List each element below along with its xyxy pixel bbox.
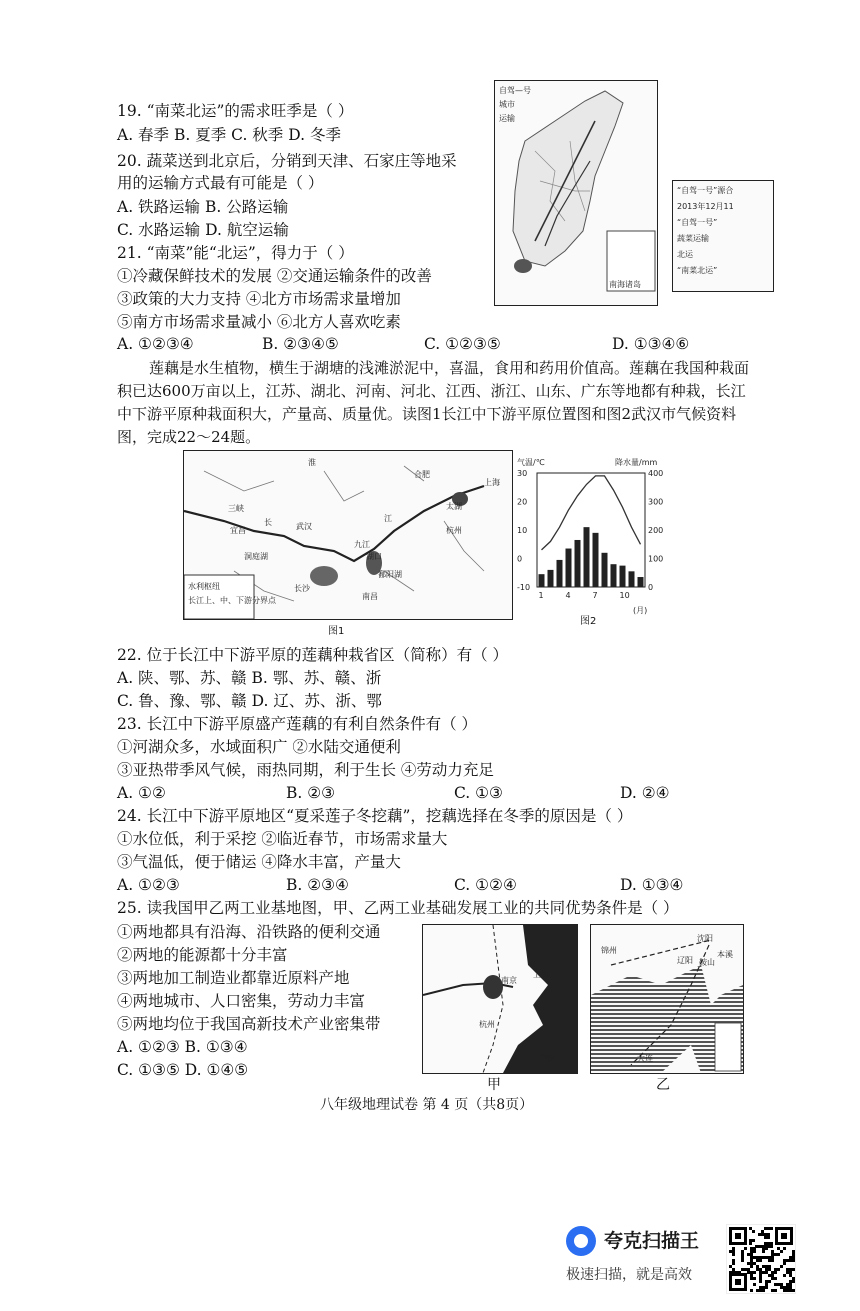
qr-module: [786, 1268, 789, 1271]
qr-module: [750, 1259, 753, 1262]
y-right-tick: 300: [648, 497, 664, 507]
legend-dam: 水利枢纽: [188, 582, 220, 591]
qr-module: [732, 1250, 735, 1253]
page-footer: 八年级地理试卷 第 4 页（共8页）: [320, 1097, 534, 1113]
q24-choice-row1: ①水位低，利于采挖 ②临近春节，市场需求量大: [117, 830, 448, 848]
q22-options-row1: A. 陕、鄂、苏、赣 B. 鄂、苏、赣、浙: [117, 669, 382, 687]
qr-module: [774, 1283, 777, 1286]
qr-module: [792, 1253, 795, 1256]
q25-stem: 25. 读我国甲乙两工业基地图，甲、乙两工业基础发展工业的共同优势条件是（ ）: [117, 899, 679, 917]
logo-inner-circle: [574, 1234, 588, 1248]
yi-place-jinzhou: 锦州: [601, 946, 617, 955]
q23-option-b: B. ②③: [286, 784, 336, 802]
qr-module: [789, 1280, 792, 1283]
qr-module: [747, 1253, 750, 1256]
map-yi-graphic: [591, 925, 743, 1073]
qr-module: [747, 1262, 750, 1265]
precip-bar: [593, 533, 599, 587]
qr-module: [767, 1227, 770, 1230]
qr-module: [749, 1242, 752, 1245]
fig2-climate-chart: [515, 455, 670, 615]
q21-choice-row2: ③政策的大力支持 ④北方市场需求量增加: [117, 290, 401, 308]
q21-option-b: B. ②③④⑤: [262, 335, 339, 353]
qr-module: [759, 1271, 762, 1274]
place-jiujiang: 九江: [354, 540, 370, 549]
precip-bar: [548, 570, 554, 587]
note-line-1: “自驾一号”源合: [677, 186, 734, 195]
qr-module: [756, 1268, 759, 1271]
qr-module: [735, 1271, 738, 1274]
map-jia-graphic: [423, 925, 577, 1073]
climate-chart-svg: [515, 455, 670, 615]
qr-module: [789, 1289, 792, 1292]
q20-stem-line1: 20. 蔬菜送到北京后，分销到天津、石家庄等地采: [117, 152, 457, 170]
qr-module: [771, 1289, 774, 1292]
qr-module: [732, 1253, 735, 1256]
place-poyang-lake: 鄱阳湖: [378, 570, 402, 579]
q24-stem: 24. 长江中下游平原地区“夏采莲子冬挖藕”，挖藕选择在冬季的原因是（ ）: [117, 807, 633, 825]
fig2-caption: 图2: [580, 616, 597, 627]
q24-choice-row2: ③气温低，便于储运 ④降水丰富，产量大: [117, 853, 401, 871]
qr-module: [768, 1259, 771, 1262]
qr-module: [744, 1268, 747, 1271]
qr-module: [729, 1271, 732, 1274]
x-axis-unit-label: (月): [633, 606, 648, 615]
map-note-box: [672, 180, 774, 292]
qr-module: [789, 1256, 792, 1259]
qr-module: [764, 1227, 767, 1230]
qr-module: [750, 1256, 753, 1259]
qr-module: [767, 1233, 770, 1236]
qr-module: [765, 1268, 768, 1271]
fig1-map-graphic: [184, 451, 512, 619]
qr-module: [792, 1280, 795, 1283]
qr-module: [764, 1233, 767, 1236]
qr-module: [789, 1283, 792, 1286]
q23-choice-row1: ①河湖众多，水域面积广 ②水陆交通便利: [117, 738, 401, 756]
qr-module: [755, 1245, 758, 1248]
qr-module: [759, 1259, 762, 1262]
place-changsha: 长沙: [294, 584, 310, 593]
qr-module: [774, 1289, 777, 1292]
map-yi-label: 乙: [656, 1077, 670, 1093]
qr-module: [750, 1250, 753, 1253]
qr-module: [762, 1250, 765, 1253]
qr-module: [750, 1277, 753, 1280]
jia-place-shanghai: 上海: [533, 970, 549, 979]
qr-module: [732, 1259, 735, 1262]
y-left-tick: 30: [517, 469, 528, 478]
qr-module: [753, 1262, 756, 1265]
qr-module: [761, 1245, 764, 1248]
qr-module: [783, 1274, 786, 1277]
q24-option-a: A. ①②③: [117, 876, 180, 894]
qr-module: [747, 1268, 750, 1271]
qr-module: [792, 1277, 795, 1280]
qr-module: [770, 1245, 773, 1248]
qr-module: [771, 1274, 774, 1277]
qr-module: [732, 1271, 735, 1274]
map-legend-3: 运输: [499, 114, 515, 123]
q19-options: A. 春季 B. 夏季 C. 秋季 D. 冬季: [117, 126, 341, 144]
place-taihu: 太湖: [446, 502, 462, 511]
qr-module: [741, 1253, 744, 1256]
qr-module: [762, 1265, 765, 1268]
yi-place-benxi: 本溪: [717, 950, 733, 959]
qr-module: [732, 1268, 735, 1271]
note-line-4: 蔬菜运输: [677, 234, 709, 243]
qr-module: [783, 1289, 786, 1292]
q23-choice-row2: ③亚热带季风气候，雨热同期，利于生长 ④劳动力充足: [117, 761, 494, 779]
qr-module: [761, 1230, 764, 1233]
jia-place-hangzhou: 杭州: [479, 1020, 495, 1029]
qr-code: [726, 1224, 796, 1294]
china-map-graphic: [495, 81, 657, 305]
qr-module: [777, 1283, 780, 1286]
q21-option-a: A. ①②③④: [117, 335, 194, 353]
y-right-tick: 400: [648, 469, 664, 478]
q24-option-b: B. ②③④: [286, 876, 349, 894]
qr-module: [759, 1256, 762, 1259]
qr-module: [750, 1247, 753, 1250]
qr-module: [732, 1262, 735, 1265]
qr-module: [768, 1265, 771, 1268]
precip-bar: [557, 560, 563, 587]
qr-module: [777, 1247, 780, 1250]
y-right-tick: 0: [648, 583, 654, 592]
y-left-tick: -10: [517, 583, 531, 592]
q25-choice-row2: ②两地的能源都十分丰富: [117, 946, 288, 964]
qr-module: [759, 1268, 762, 1271]
label-huai: 淮: [308, 458, 316, 467]
qr-code-graphic: [727, 1225, 795, 1293]
y-right-tick: 200: [648, 526, 664, 535]
qr-module: [749, 1239, 752, 1242]
qr-module: [774, 1277, 777, 1280]
yi-place-anshan: 鞍山: [699, 958, 715, 967]
qr-module: [750, 1289, 753, 1292]
place-nanchang: 南昌: [362, 592, 378, 601]
precip-bar: [620, 566, 626, 587]
qr-module: [771, 1277, 774, 1280]
qr-module: [750, 1265, 753, 1268]
qr-module: [780, 1283, 783, 1286]
place-yichang: 宜昌: [230, 526, 246, 535]
qr-module: [771, 1259, 774, 1262]
qr-module: [762, 1286, 765, 1289]
qr-module: [758, 1233, 761, 1236]
qr-module: [756, 1289, 759, 1292]
qr-module: [753, 1256, 756, 1259]
qr-module: [765, 1271, 768, 1274]
qr-module: [768, 1268, 771, 1271]
qr-module: [792, 1256, 795, 1259]
qr-module: [777, 1253, 780, 1256]
qr-module: [792, 1250, 795, 1253]
qr-module: [750, 1271, 753, 1274]
q25-options-row1: A. ①②③ B. ①③④: [117, 1038, 248, 1056]
qr-module: [753, 1250, 756, 1253]
legend-divider: 长江上、中、下游分界点: [188, 596, 276, 605]
map-legend-2: 城市: [499, 100, 515, 109]
y-left-axis-label: 气温/℃: [517, 458, 545, 467]
qr-module: [761, 1233, 764, 1236]
q24-option-c: C. ①②④: [454, 876, 517, 894]
qr-module: [780, 1265, 783, 1268]
qr-module: [750, 1253, 753, 1256]
y-right-tick: 100: [648, 554, 664, 564]
qr-module: [762, 1256, 765, 1259]
scanner-brand-name: 夸克扫描王: [604, 1230, 700, 1252]
y-left-tick: 10: [517, 526, 528, 535]
precip-bar: [575, 540, 581, 587]
qr-module: [783, 1286, 786, 1289]
q23-option-a: A. ①②: [117, 784, 166, 802]
qr-module: [771, 1253, 774, 1256]
south-vegetables-north-map: [494, 80, 658, 306]
fig1-yangtze-plain-map: [183, 450, 513, 620]
x-tick: 10: [619, 591, 630, 600]
qr-module: [753, 1283, 756, 1286]
precip-bar: [584, 527, 590, 587]
qr-module: [767, 1245, 770, 1248]
qr-module: [749, 1227, 752, 1230]
qr-module: [765, 1265, 768, 1268]
qr-module: [786, 1259, 789, 1262]
qr-module: [774, 1268, 777, 1271]
quark-logo-icon: [566, 1226, 596, 1256]
yi-place-dalian: 大连: [637, 1054, 653, 1063]
qr-module: [768, 1274, 771, 1277]
qr-module: [768, 1256, 771, 1259]
qr-module: [764, 1245, 767, 1248]
q21-choice-row3: ⑤南方市场需求量减小 ⑥北方人喜欢吃素: [117, 313, 401, 331]
qr-module: [792, 1268, 795, 1271]
qr-module: [786, 1271, 789, 1274]
note-box-text: [673, 181, 773, 291]
qr-module: [750, 1262, 753, 1265]
qr-module: [741, 1250, 744, 1253]
x-tick: 4: [565, 591, 571, 600]
qr-module: [753, 1271, 756, 1274]
qr-module: [764, 1236, 767, 1239]
y-left-tick: 0: [517, 554, 523, 564]
q21-choice-row1: ①冷藏保鲜技术的发展 ②交通运输条件的改善: [117, 267, 432, 285]
map-jia-label: 甲: [487, 1077, 501, 1093]
note-line-5: 北运: [677, 250, 693, 259]
qr-module: [759, 1280, 762, 1283]
note-line-3: “自驾一号”: [677, 218, 718, 227]
qr-module: [759, 1286, 762, 1289]
place-hefei: 合肥: [414, 470, 430, 479]
q21-option-c: C. ①②③⑤: [424, 335, 501, 353]
label-jiang: 江: [384, 514, 392, 523]
q19-stem: 19. “南菜北运”的需求旺季是（ ）: [117, 102, 354, 120]
q21-option-d: D. ①③④⑥: [612, 335, 690, 353]
jia-place-nanjing: 南京: [501, 976, 517, 985]
qr-module: [792, 1289, 795, 1292]
place-wuhan: 武汉: [296, 522, 312, 531]
note-line-2: 2013年12月11: [677, 202, 734, 211]
qr-module: [741, 1256, 744, 1259]
place-sanxia: 三峡: [228, 504, 244, 513]
qr-module: [774, 1271, 777, 1274]
qr-module: [729, 1250, 732, 1253]
qr-module: [752, 1230, 755, 1233]
q21-stem: 21. “南菜”能“北运”，得力于（ ）: [117, 244, 354, 262]
precip-bar: [638, 577, 644, 587]
qr-module: [750, 1274, 753, 1277]
qr-module: [738, 1271, 741, 1274]
yi-place-shenyang: 沈阳: [697, 934, 713, 943]
qr-module: [777, 1268, 780, 1271]
qr-module: [759, 1277, 762, 1280]
qr-module: [744, 1247, 747, 1250]
scanner-tagline: 极速扫描，就是高效: [566, 1267, 692, 1283]
q25-choice-row4: ④两地城市、人口密集，劳动力丰富: [117, 992, 366, 1010]
qr-module: [765, 1280, 768, 1283]
place-hukou: 湖口: [366, 552, 382, 561]
qr-module: [756, 1259, 759, 1262]
precip-bar: [539, 574, 545, 587]
qr-module: [780, 1250, 783, 1253]
q24-option-d: D. ①③④: [620, 876, 684, 894]
qr-module: [771, 1250, 774, 1253]
qr-module: [762, 1271, 765, 1274]
qr-module: [759, 1289, 762, 1292]
qr-module: [753, 1277, 756, 1280]
note-line-6: “南菜北运”: [677, 266, 718, 275]
yi-place-liaoyang: 辽阳: [677, 956, 693, 965]
qr-module: [771, 1256, 774, 1259]
qr-module: [774, 1253, 777, 1256]
qr-module: [762, 1289, 765, 1292]
qr-module: [789, 1271, 792, 1274]
map-yi-base: [590, 924, 744, 1074]
label-chang: 长: [264, 518, 272, 527]
place-hangzhou: 杭州: [446, 526, 462, 535]
precip-bar: [566, 549, 572, 587]
q25-options-row2: C. ①③⑤ D. ①④⑤: [117, 1061, 249, 1079]
q23-option-c: C. ①③: [454, 784, 503, 802]
qr-module: [765, 1256, 768, 1259]
y-right-axis-label: 降水量/mm: [615, 458, 658, 467]
qr-module: [789, 1274, 792, 1277]
temperature-line: [542, 476, 641, 550]
q23-option-d: D. ②④: [620, 784, 670, 802]
map-jia-base: [422, 924, 578, 1074]
qr-module: [770, 1242, 773, 1245]
qr-module: [759, 1274, 762, 1277]
q22-options-row2: C. 鲁、豫、鄂、赣 D. 辽、苏、浙、鄂: [117, 692, 382, 710]
qr-module: [783, 1262, 786, 1265]
q22-stem: 22. 位于长江中下游平原的莲藕种栽省区（简称）有（ ）: [117, 646, 509, 664]
q23-stem: 23. 长江中下游平原盛产莲藕的有利自然条件有（ ）: [117, 715, 478, 733]
precip-bar: [629, 571, 635, 587]
qr-module: [768, 1280, 771, 1283]
qr-module: [770, 1227, 773, 1230]
qr-module: [764, 1242, 767, 1245]
q20-options-row2: C. 水路运输 D. 航空运输: [117, 221, 289, 239]
qr-module: [792, 1259, 795, 1262]
qr-module: [789, 1259, 792, 1262]
qr-module: [756, 1265, 759, 1268]
qr-module: [783, 1247, 786, 1250]
jia-place-ningbo: 宁波: [539, 1054, 555, 1063]
qr-module: [765, 1283, 768, 1286]
qr-module: [756, 1256, 759, 1259]
x-tick: 7: [592, 591, 598, 600]
qr-module: [783, 1259, 786, 1262]
qr-module: [747, 1271, 750, 1274]
qr-module: [741, 1268, 744, 1271]
qr-module: [786, 1283, 789, 1286]
qr-module: [767, 1236, 770, 1239]
qr-module: [786, 1289, 789, 1292]
q25-choice-row3: ③两地加工制造业都靠近原料产地: [117, 969, 350, 987]
qr-module: [758, 1245, 761, 1248]
qr-module: [741, 1259, 744, 1262]
lotus-passage: 莲藕是水生植物，横生于湖塘的浅滩淤泥中，喜温，食用和药用价值高。莲藕在我国种栽面积已达600万亩以上，江苏、湖北、河南、河北、江西、浙江、山东、广东等地都有种栽，长江中下游平原种栽面积大，产量高、质量优。读图1长江中下游平原位置图和图2武汉市气候资料图，完成22～24题。: [117, 359, 750, 446]
map-inset-label: 南海诸岛: [609, 280, 641, 289]
fig1-caption: 图1: [328, 626, 345, 637]
q20-options-row1: A. 铁路运输 B. 公路运输: [117, 198, 289, 216]
place-dongting-lake: 洞庭湖: [244, 552, 268, 561]
qr-module: [752, 1239, 755, 1242]
y-left-tick: 20: [517, 497, 528, 507]
map-legend-1: 自驾—号: [499, 86, 531, 95]
precip-bar: [611, 564, 617, 587]
qr-module: [789, 1268, 792, 1271]
qr-module: [789, 1286, 792, 1289]
qr-module: [732, 1247, 735, 1250]
qr-module: [771, 1271, 774, 1274]
qr-module: [765, 1286, 768, 1289]
qr-module: [780, 1286, 783, 1289]
qr-module: [786, 1286, 789, 1289]
x-tick: 1: [538, 591, 544, 600]
q25-choice-row1: ①两地都具有沿海、沿铁路的便利交通: [117, 923, 381, 941]
precip-bar: [602, 553, 608, 587]
qr-module: [767, 1242, 770, 1245]
q25-choice-row5: ⑤两地均位于我国高新技术产业密集带: [117, 1015, 381, 1033]
qr-module: [729, 1265, 732, 1268]
q20-stem-line2: 用的运输方式最有可能是（ ）: [117, 174, 324, 192]
place-shanghai: 上海: [484, 478, 500, 487]
